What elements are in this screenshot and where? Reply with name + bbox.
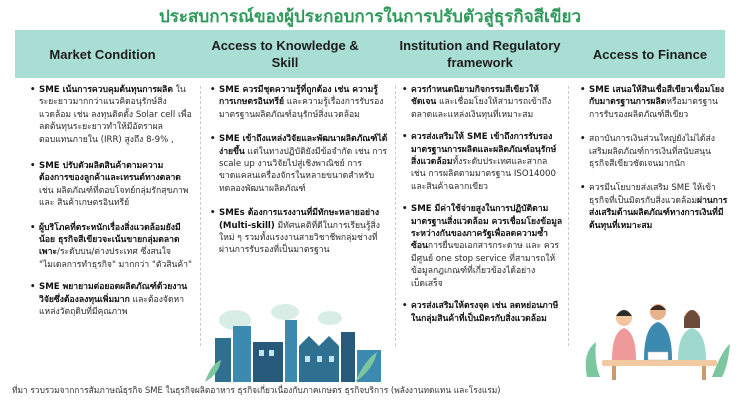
- bullet-list: [30, 84, 192, 319]
- factory-illustration: [205, 290, 385, 382]
- list-item: • สถาบันการเงินส่วนใหญ่ยังไม่ได้ส่งเสริมผลิตภัณฑ์การเงินที่สนับสนุนธุรกิจสีเขียวชัดเจนมากนัก: [580, 133, 730, 170]
- list-item: • ผู้บริโภคที่ตระหนักเรื่องสิ่งแวดล้อมยังมีน้อย ธุรกิจสีเขียวจะเน้นขายกลุ่มตลาดเพาะ/ระดับบน/ต่างประเทศ ซึ่งสนใจ "ไมเดลการทำธุรกิจ" มากกว่า "ตัวสินค้า": [30, 222, 192, 272]
- list-item: • SMEs ต้องการแรงงานที่มีทักษะหลายอย่าง (Multi-skill) มีทัศนคติที่ดีในการเรียนรู้สิ่งใหม่ ๆ รวมทั้งแรงงานสายวิชาชีพกลุ่มช่างที่ผ่านการรับรองที่เป็นมาตรฐาน: [210, 207, 388, 257]
- factory-icon: [205, 290, 385, 382]
- column-heading-market: Market Condition: [49, 46, 156, 62]
- list-item: • SME เน้นการควบคุมต้นทุนการผลิต ในระยะยาวมากกว่าแนวคิดอนุรักษ์สิ่งแวดล้อม เช่น ลงทุนติดตั้ง Solar cell เพื่อลดต้นทุนระยะยาวทำให้มีอัตราผลตอบแทนภายใน (IRR) สูงถึง 8-9% ,: [30, 84, 192, 146]
- meeting-icon: [582, 282, 732, 382]
- list-item: • SME พยายามต่อยอดผลิตภัณฑ์ด้วยงานวิจัยซึ่งต้องลงทุนเพิ่มมาก และต้องจัดหาแหล่งวัตถุดิบที่มีคุณภาพ: [30, 281, 192, 318]
- list-item: • SME เสนอให้สินเชื่อสีเขียวเชื่อมโยงกับมาตรฐานการผลิตหรือมาตรฐานการรับรองผลิตภัณฑ์สีเขียว: [580, 84, 730, 121]
- list-item: • ควรกำหนดนิยามกิจกรรมสีเขียวให้ชัดเจน และเชื่อมโยงให้สามารถเข้าถึงตลาดและแหล่งเงินทุนที่เหมาะสม: [402, 84, 564, 121]
- column-market-condition: [30, 84, 192, 327]
- list-item: • SME เข้าถึงแหล่งวิจัยและพัฒนาผลิตภัณฑ์ได้ง่ายขึ้น แต่ในทางปฏิบัติยังมีข้อจำกัด เช่น การ scale up งานวิจัยไปสู่เชิงพาณิชย์ การขาดแคลนเครื่องจักรในหลายขนาดสำหรับทดลองพัฒนาผลิตภัณฑ์: [210, 133, 388, 195]
- page-title: ประสบการณ์ของผู้ประกอบการในการปรับตัวสู่ธุรกิจสีเขียว: [158, 7, 581, 27]
- column-institution-regulatory: [402, 84, 564, 333]
- bullet-list: [580, 84, 730, 232]
- column-heading-institution: Institution and Regulatory framework: [399, 38, 561, 70]
- column-divider: [395, 86, 396, 346]
- list-item: • SME ควรมีชุดความรู้ที่ถูกต้อง เช่น ความรู้การเกษตรอินทรีย์ และความรู้เรื่องการรับรองมาตรฐานผลิตภัณฑ์อนุรักษ์สิ่งแวดล้อม: [210, 84, 388, 121]
- source-note: ที่มา รวบรวมจากการสัมภาษณ์ธุรกิจ SME ในธุรกิจผลิตอาหาร ธุรกิจเกี่ยวเนื่องกับภาคเกษตร ธุรกิจบริการ (พลังงานทดแทน และโรงแรม): [12, 385, 501, 395]
- list-item: • ควรส่งเสริมให้ SME เข้าถึงการรับรองมาตรฐานการผลิตและผลิตภัณฑ์อนุรักษ์สิ่งแวดล้อมทั้งระดับประเทศและสากล เช่น การผลิตตามมาตรฐาน ISO14000 และสินค้าฉลากเขียว: [402, 131, 564, 193]
- column-access-finance: [580, 84, 730, 240]
- list-item: • SME ปรับตัวผลิตสินค้าตามความต้องการของลูกค้าและเทรนด์ทางตลาด เช่น ผลิตภัณฑ์ที่ตอบโจทย์กลุ่มรักสุขภาพ และ สินค้าเกษตรอินทรีย์: [30, 160, 192, 210]
- column-divider: [568, 86, 569, 346]
- bullet-list: [210, 84, 388, 257]
- column-heading-knowledge: Access to Knowledge & Skill: [211, 38, 359, 70]
- column-divider: [200, 86, 201, 346]
- column-heading-finance: Access to Finance: [592, 46, 708, 62]
- column-knowledge-skill: [210, 84, 388, 265]
- list-item: • ควรส่งเสริมให้ตรงจุด เช่น ลดหย่อนภาษีในกลุ่มสินค้าที่เป็นมิตรกับสิ่งแวดล้อม: [402, 300, 564, 325]
- meeting-people-illustration: [582, 282, 732, 382]
- list-item: • ควรมีนโยบายส่งเสริม SME ให้เข้าธุรกิจที่เป็นมิตรกับสิ่งแวดล้อมผ่านการส่งเสริมด้านผลิตภัณฑ์ทางการเงินที่มีต้นทุนที่เหมาะสม: [580, 182, 730, 232]
- list-item: • SME มีค่าใช้จ่ายสูงในการปฏิบัติตามมาตรฐานสิ่งแวดล้อม ควรเชื่อมโยงข้อมูลระหว่างกันของภาครัฐเพื่อลดความซ้ำซ้อนการยื่นขอเอกสารกระดาษ และ ควรมีศูนย์ one stop service ที่สามารถให้ข้อมูลกฎเกณฑ์ที่เกี่ยวข้องได้อย่างเบ็ดเสร็จ: [402, 203, 564, 290]
- bullet-list: [402, 84, 564, 325]
